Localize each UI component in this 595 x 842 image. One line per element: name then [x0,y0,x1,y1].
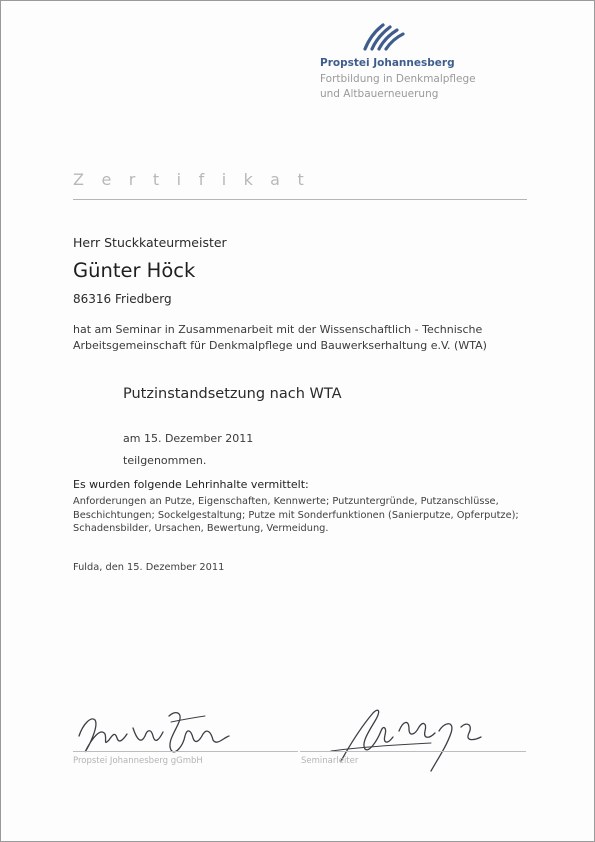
left-signature-label: Propstei Johannesberg gGmbH [73,756,203,766]
content-line-3: Schadensbilder, Ursachen, Bewertung, Vermeidung. [73,523,329,534]
organization-subtitle-line-2: und Altbauerneuerung [320,87,439,100]
title-divider [73,199,527,200]
content-line-2: Beschichtungen; Sockelgestaltung; Putze mit Sonderfunktionen (Sanierputze, Opferputze); [73,509,519,521]
right-signature-line [300,751,526,752]
recipient-name: Günter Höck [73,259,196,282]
organization-subtitle [320,72,550,101]
organization-subtitle-line-1: Fortbildung in Denkmalpflege [320,73,476,85]
right-signature-label: Seminarleiter [301,756,359,766]
content-line-1: Anforderungen an Putze, Eigenschaften, Kennwerte; Putzuntergründe, Putzanschlüsse, [73,496,499,507]
recipient-city: 86316 Friedberg [73,292,172,306]
intro-line-1: hat am Seminar in Zusammenarbeit mit der Wissenschaftlich - Technische [73,323,483,336]
propstei-logo-icon [361,17,407,53]
organization-name: Propstei Johannesberg [320,57,455,69]
left-signature-line [73,751,298,752]
course-date: am 15. Dezember 2011 [123,432,254,445]
intro-line-2: Arbeitsgemeinschaft für Denkmalpflege und Bauwerkserhaltung e.V. (WTA) [73,338,487,352]
intro-text [73,322,487,353]
content-text [73,495,519,536]
left-signature-icon [71,706,251,761]
content-heading: Es wurden folgende Lehrinhalte vermittelt: [73,478,309,491]
participated-text: teilgenommen. [123,454,207,467]
certificate-title: Zertifikat [73,170,322,189]
salutation: Herr Stuckkateurmeister [73,235,227,250]
course-title: Putzinstandsetzung nach WTA [123,386,342,402]
place-and-date: Fulda, den 15. Dezember 2011 [73,562,225,573]
